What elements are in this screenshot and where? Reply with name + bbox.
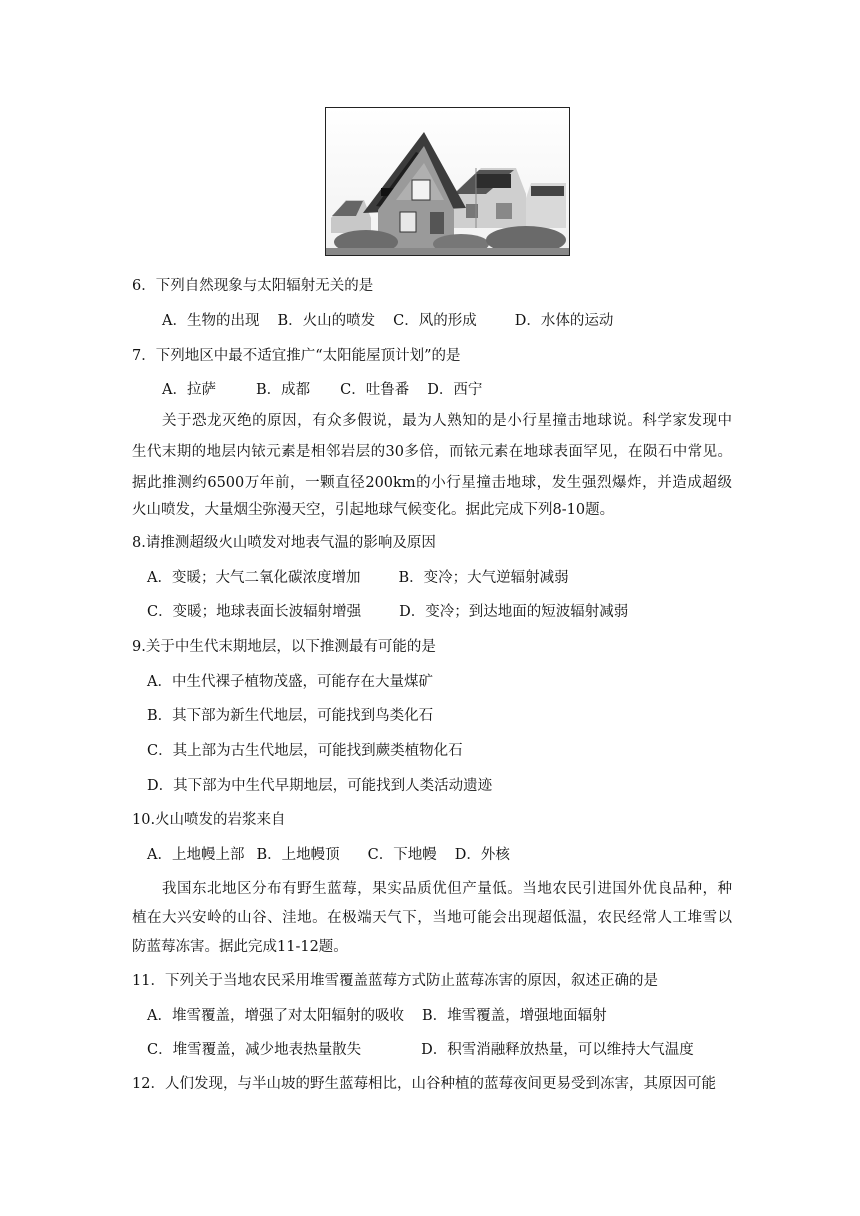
question-9-option-b: B．其下部为新生代地层，可能找到鸟类化石 xyxy=(147,708,434,724)
passage-1-line: 火山喷发，大量烟尘弥漫天空，引起地球气候变化。据此完成下列8-10题。 xyxy=(132,502,615,518)
option-d: D．水体的运动 xyxy=(514,313,614,329)
question-7-options xyxy=(162,380,482,400)
option-a: A．生物的出现 xyxy=(162,313,260,329)
question-10-stem: 10.火山喷发的岩浆来自 xyxy=(132,812,286,828)
question-8-options-row-1 xyxy=(147,568,569,588)
option-b: B．上地幔顶 xyxy=(256,847,340,863)
passage-2-line: 我国东北地区分布有野生蓝莓，果实品质优但产量低。当地农民引进国外优良品种，种 xyxy=(162,881,732,897)
option-b: B．成都 xyxy=(255,382,311,398)
option-c: C．吐鲁番 xyxy=(340,382,410,398)
question-11-options-row-1 xyxy=(147,1006,607,1026)
passage-2-line: 防蓝莓冻害。据此完成11-12题。 xyxy=(132,939,348,955)
option-b: B．堆雪覆盖，增强地面辐射 xyxy=(421,1008,607,1024)
house-with-solar-roof-icon xyxy=(326,108,569,255)
question-6-stem: 6．下列自然现象与太阳辐射无关的是 xyxy=(132,278,374,294)
option-c: C．风的形成 xyxy=(393,313,477,329)
option-a: A．变暖；大气二氧化碳浓度增加 xyxy=(147,570,361,586)
question-9-stem: 9.关于中生代末期地层，以下推测最有可能的是 xyxy=(132,639,436,655)
question-9-option-d: D．其下部为中生代早期地层，可能找到人类活动遗迹 xyxy=(147,778,493,794)
option-d: D．外核 xyxy=(454,847,510,863)
option-b: B．变冷；大气逆辐射减弱 xyxy=(398,570,569,586)
option-a: A．堆雪覆盖，增强了对太阳辐射的吸收 xyxy=(147,1008,404,1024)
question-12-stem: 12．人们发现，与半山坡的野生蓝莓相比，山谷种植的蓝莓夜间更易受到冻害，其原因可能 xyxy=(132,1076,716,1092)
question-8-options-row-2 xyxy=(147,602,628,622)
question-11-stem: 11．下列关于当地农民采用堆雪覆盖蓝莓方式防止蓝莓冻害的原因，叙述正确的是 xyxy=(132,973,658,989)
option-d: D．变冷；到达地面的短波辐射减弱 xyxy=(399,604,629,620)
question-9-option-a: A．中生代裸子植物茂盛，可能存在大量煤矿 xyxy=(147,674,433,690)
option-c: C．变暖；地球表面长波辐射增强 xyxy=(147,604,362,620)
passage-2-line: 植在大兴安岭的山谷、洼地。在极端天气下，当地可能会出现超低温，农民经常人工堆雪以 xyxy=(132,910,732,926)
question-10-options xyxy=(147,845,510,865)
option-a: A．拉萨 xyxy=(162,382,216,398)
question-8-stem: 8.请推测超级火山喷发对地表气温的影响及原因 xyxy=(132,535,436,551)
option-c: C．下地幔 xyxy=(367,847,437,863)
option-d: D．西宁 xyxy=(427,382,483,398)
question-7-stem: 7．下列地区中最不适宜推广“太阳能屋顶计划”的是 xyxy=(132,348,461,364)
option-b: B．火山的喷发 xyxy=(277,313,376,329)
house-solar-roof-photo xyxy=(325,107,570,256)
question-6-options xyxy=(162,311,613,331)
option-c: C．堆雪覆盖，减少地表热量散失 xyxy=(147,1042,362,1058)
passage-1-line: 据此推测约6500万年前，一颗直径200km的小行星撞击地球，发生强烈爆炸，并造成超级 xyxy=(132,475,732,491)
passage-1-line: 关于恐龙灭绝的原因，有众多假说，最为人熟知的是小行星撞击地球说。科学家发现中 xyxy=(162,413,732,429)
question-11-options-row-2 xyxy=(147,1040,694,1060)
option-d: D．积雪消融释放热量，可以维持大气温度 xyxy=(421,1042,694,1058)
passage-1-line: 生代末期的地层内铱元素是相邻岩层的30多倍，而铱元素在地球表面罕见，在陨石中常见。 xyxy=(132,444,732,460)
option-a: A．上地幔上部 xyxy=(147,847,245,863)
question-9-option-c: C．其上部为古生代地层，可能找到蕨类植物化石 xyxy=(147,743,463,759)
